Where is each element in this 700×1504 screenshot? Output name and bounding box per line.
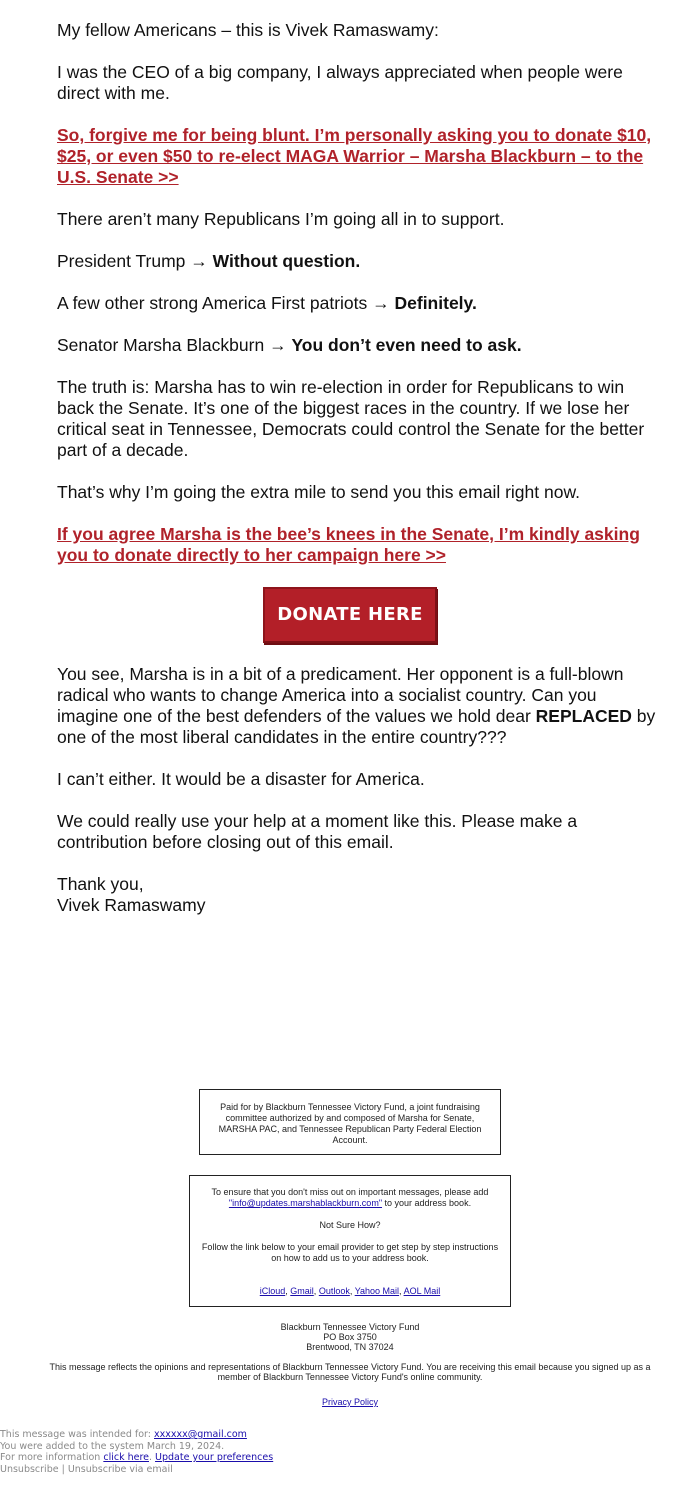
email-provider-links bbox=[200, 1286, 500, 1297]
signoff-line: Thank you, bbox=[57, 874, 144, 894]
system-footer bbox=[0, 1429, 273, 1475]
opinion-disclaimer: This message reflects the opinions and representations of Blackburn Tennessee Victory Fund. You are receiving this email because you signed up as a member of Blackburn Tennessee Victory Fund's online community. bbox=[49, 1362, 651, 1382]
separator: . bbox=[149, 1452, 156, 1463]
endorsement-name: Senator Marsha Blackburn bbox=[57, 335, 265, 355]
org-mailing-address bbox=[0, 1322, 700, 1352]
endorsement-name: President Trump bbox=[57, 251, 186, 271]
privacy-policy-link[interactable]: Privacy Policy bbox=[321, 1397, 378, 1407]
arrow-right-icon: → bbox=[367, 293, 395, 313]
endorsement-patriots bbox=[57, 293, 657, 314]
provider-link-outlook[interactable]: Outlook bbox=[318, 1286, 350, 1296]
replaced-emphasis: REPLACED bbox=[535, 706, 632, 726]
para-support: There aren’t many Republicans I’m going all in to support. bbox=[57, 209, 505, 229]
org-city: Brentwood, TN 37024 bbox=[306, 1342, 394, 1352]
donate-link-direct[interactable]: If you agree Marsha is the bee’s knees in the Senate, I’m kindly asking you to donate directly to her campaign here >> bbox=[57, 524, 640, 565]
address-book-box bbox=[189, 1175, 511, 1307]
predicament-text-end: by one of the most liberal candidates in the entire country??? bbox=[57, 706, 656, 747]
follow-instructions: Follow the link below to your email provider to get step by step instructions on how to add us to your address book. bbox=[201, 1242, 499, 1263]
email-body bbox=[57, 20, 657, 937]
unsubscribe-via-email-link[interactable]: Unsubscribe via email bbox=[67, 1463, 173, 1475]
para-ceo: I was the CEO of a big company, I always appreciated when people were direct with me. bbox=[57, 62, 623, 103]
para-truth: The truth is: Marsha has to win re-election in order for Republicans to win back the Senate. It’s one of the biggest races in the country. If we lose her critical seat in Tennessee, Democrats could control the Senate for the better part of a decade. bbox=[57, 377, 645, 460]
donate-button-row bbox=[57, 587, 657, 643]
predicament-text: You see, Marsha is in a bit of a predicament. Her opponent is a full-blown radical who wants to change America into a socialist country. Can you imagine one of the best defenders of the values we hold dear bbox=[57, 664, 624, 726]
recipient-email-link[interactable]: xxxxxx@gmail.com bbox=[154, 1429, 247, 1440]
separator: , bbox=[285, 1286, 291, 1296]
unsubscribe-line bbox=[0, 1464, 273, 1476]
paid-for-text: Paid for by Blackburn Tennessee Victory Fund, a joint fundraising committee authorized by and composed of Marsha for Senate, MARSHA PAC, and Tennessee Republican Party Federal Election Account. bbox=[218, 1102, 482, 1145]
update-preferences-link[interactable]: Update your preferences bbox=[155, 1452, 274, 1463]
para-extra-mile: That’s why I’m going the extra mile to send you this email right now. bbox=[57, 482, 580, 502]
sender-email-link[interactable]: "info@updates.marshablackburn.com" bbox=[228, 1198, 383, 1208]
org-po-box: PO Box 3750 bbox=[323, 1332, 377, 1342]
para-predicament bbox=[57, 664, 657, 748]
arrow-right-icon: → bbox=[185, 251, 213, 271]
endorsement-name: A few other strong America First patriots bbox=[57, 293, 368, 313]
ensure-suffix: to your address book. bbox=[382, 1198, 472, 1208]
intended-for-line bbox=[0, 1429, 273, 1441]
endorsement-verdict: Without question. bbox=[212, 251, 361, 271]
para-help: We could really use your help at a moment like this. Please make a contribution before closing out of this email. bbox=[57, 811, 578, 852]
arrow-right-icon: → bbox=[264, 335, 292, 355]
more-info-line bbox=[0, 1452, 273, 1464]
click-here-link[interactable]: click here bbox=[103, 1452, 149, 1463]
endorsement-trump bbox=[57, 251, 657, 272]
endorsement-verdict: You don’t even need to ask. bbox=[291, 335, 522, 355]
provider-link-icloud[interactable]: iCloud bbox=[259, 1286, 286, 1296]
org-name: Blackburn Tennessee Victory Fund bbox=[280, 1322, 420, 1332]
signoff bbox=[57, 874, 657, 916]
ensure-text bbox=[200, 1187, 500, 1209]
greeting: My fellow Americans – this is Vivek Ramaswamy: bbox=[57, 20, 439, 40]
more-info-prefix: For more information bbox=[0, 1452, 104, 1463]
para-cant-either: I can’t either. It would be a disaster for America. bbox=[57, 769, 425, 789]
privacy-row bbox=[0, 1397, 700, 1407]
provider-link-gmail[interactable]: Gmail bbox=[290, 1286, 314, 1296]
paid-for-disclaimer-box bbox=[199, 1089, 501, 1155]
provider-link-yahoo[interactable]: Yahoo Mail bbox=[354, 1286, 400, 1296]
ensure-prefix: To ensure that you don't miss out on important messages, please add bbox=[211, 1187, 489, 1197]
separator: , bbox=[349, 1286, 355, 1296]
pipe-divider: | bbox=[58, 1463, 68, 1475]
donate-here-button[interactable]: DONATE HERE bbox=[263, 587, 437, 643]
not-sure-how: Not Sure How? bbox=[319, 1220, 381, 1230]
separator: , bbox=[399, 1286, 404, 1296]
added-date-line: You were added to the system March 19, 2024. bbox=[0, 1440, 225, 1452]
donate-link-amounts[interactable]: So, forgive me for being blunt. I’m personally asking you to donate $10, $25, or even $50 to re-elect MAGA Warrior – Marsha Blackburn – to the U.S. Senate >> bbox=[57, 125, 652, 187]
provider-link-aol[interactable]: AOL Mail bbox=[403, 1286, 441, 1296]
endorsement-verdict: Definitely. bbox=[394, 293, 477, 313]
separator: , bbox=[313, 1286, 319, 1296]
unsubscribe-link[interactable]: Unsubscribe bbox=[0, 1463, 59, 1475]
signature: Vivek Ramaswamy bbox=[57, 895, 206, 915]
intended-prefix: This message was intended for: bbox=[0, 1429, 154, 1440]
endorsement-blackburn bbox=[57, 335, 657, 356]
